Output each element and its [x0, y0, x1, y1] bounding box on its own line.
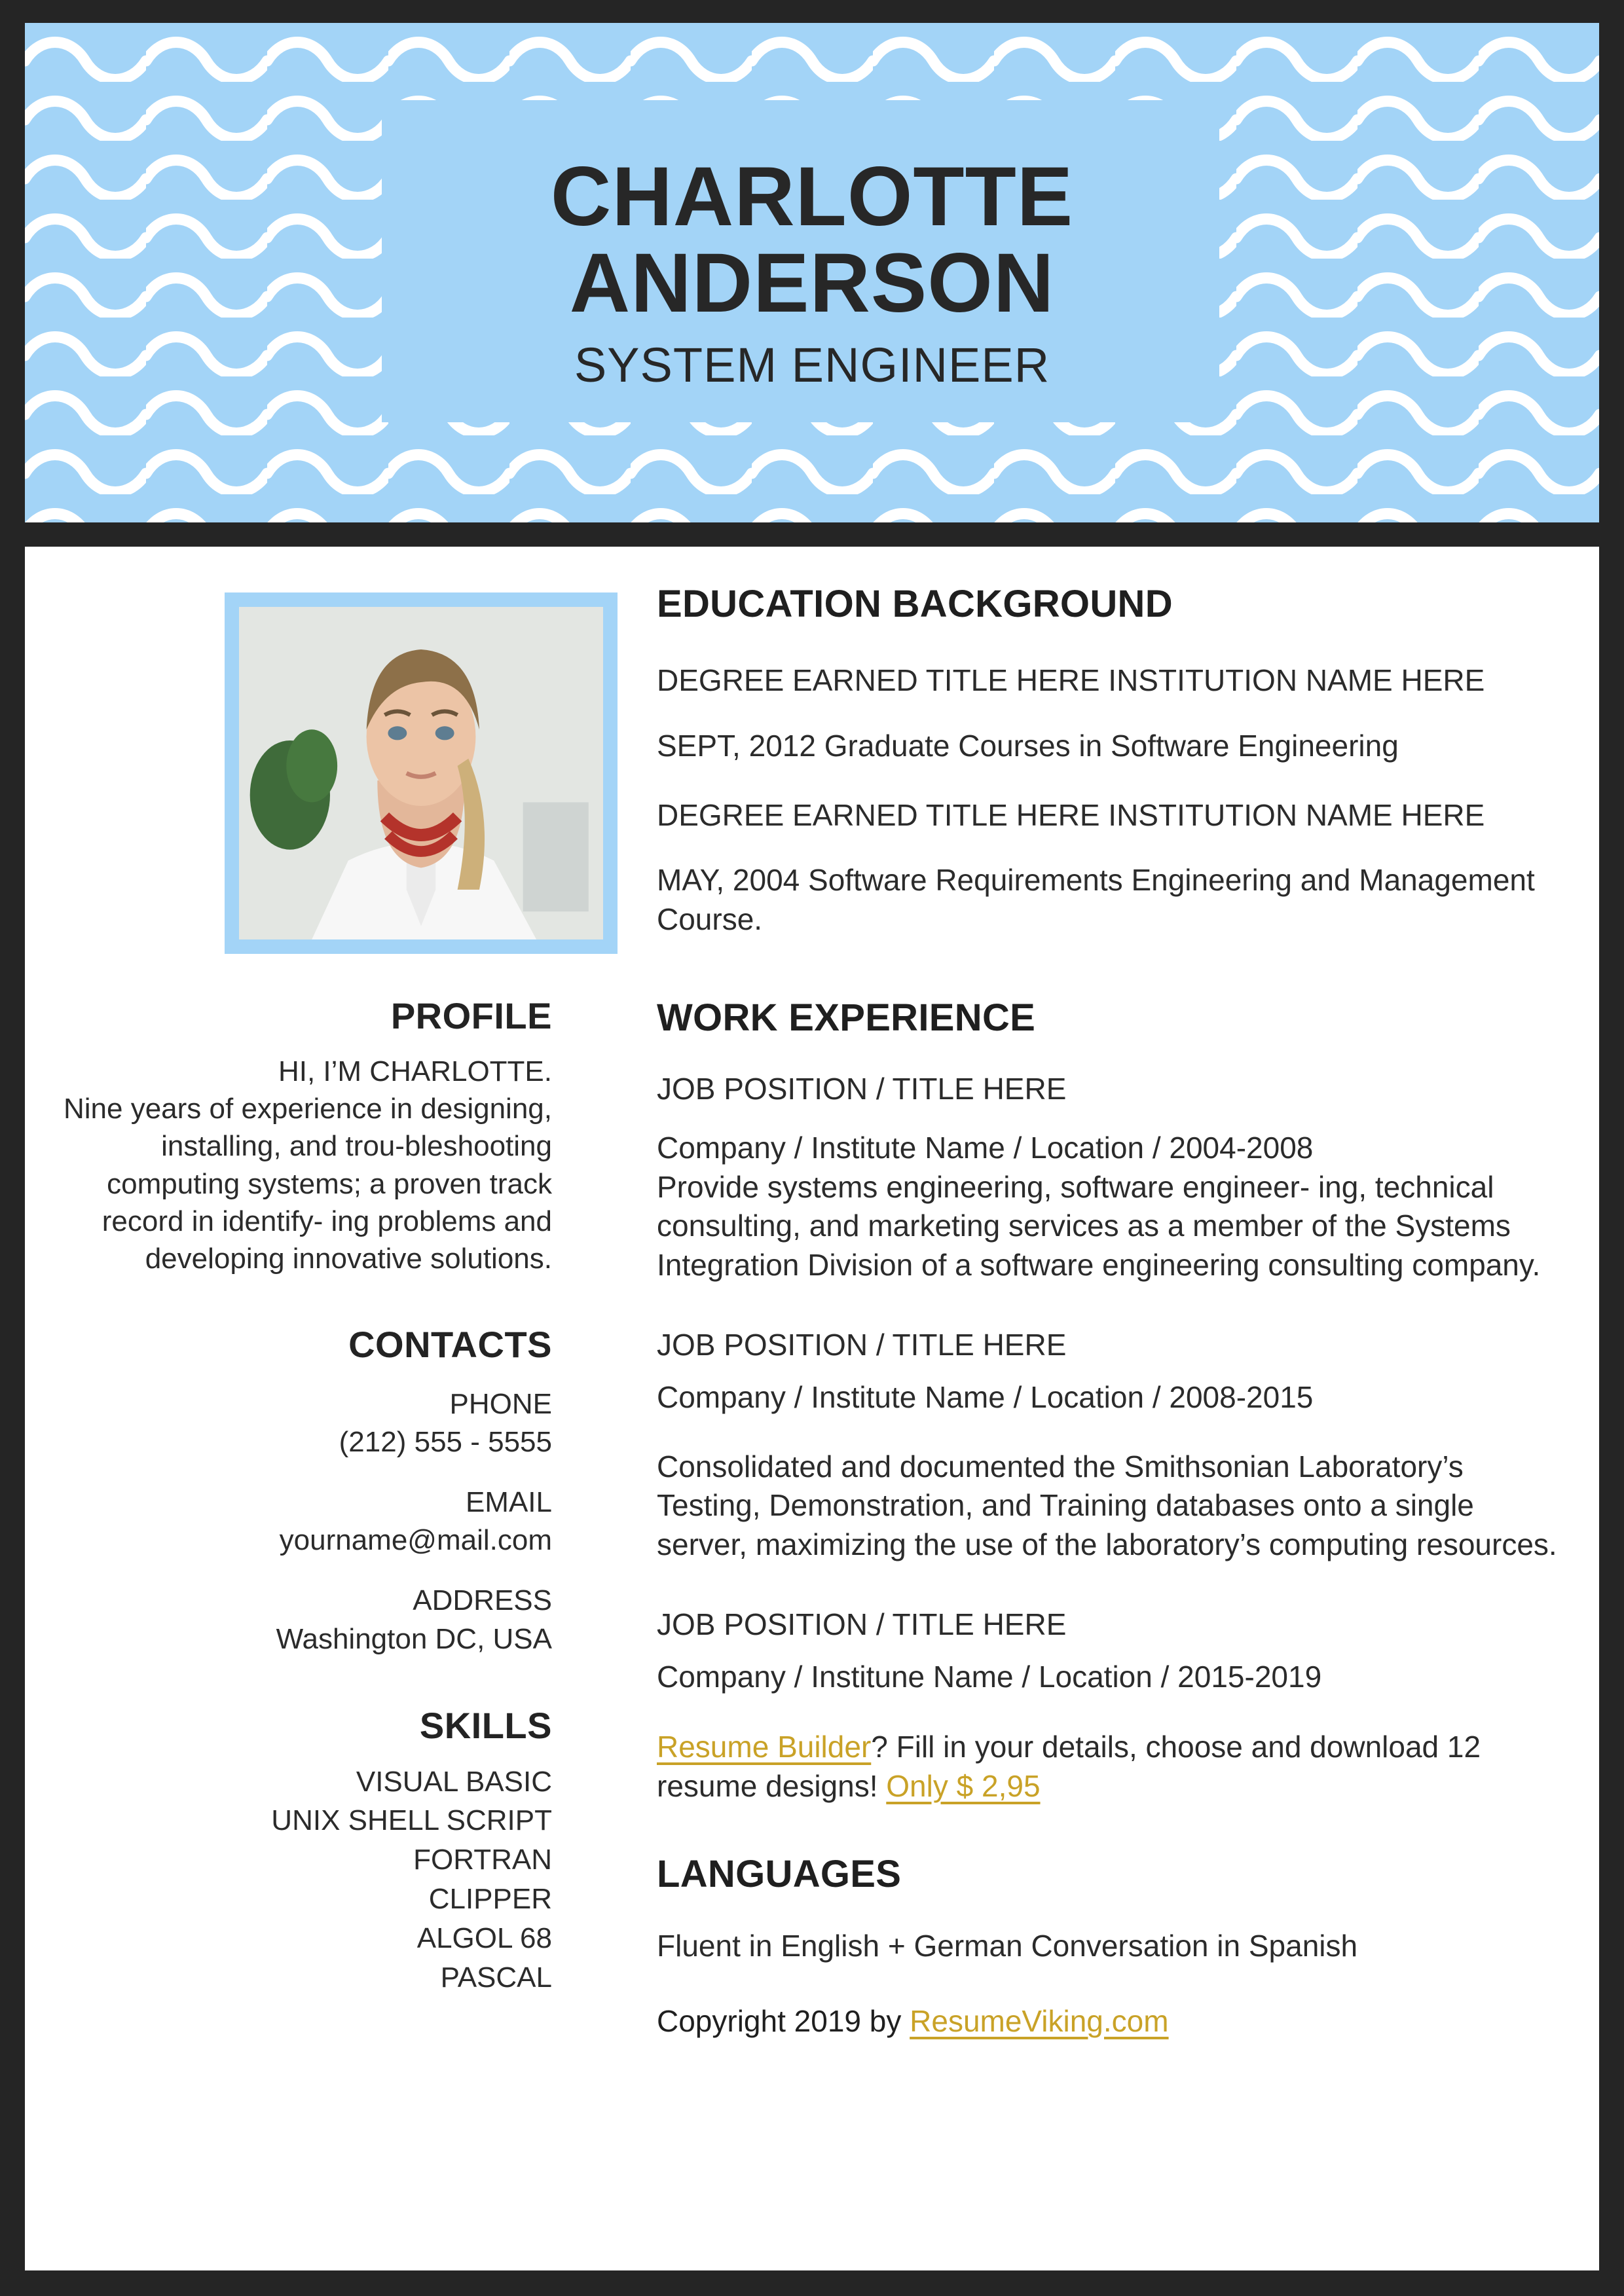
- job-description: Provide systems engineering, software engineer- ing, technical consulting, and marketing services as a member of the Systems Integration Division of a software engineering consulting company.: [657, 1169, 1541, 1283]
- profile-body: Nine years of experience in designing, installing, and trou-bleshooting computing systems; a proven track record in identify- ing problems and developing innovative solutions.: [63, 1093, 552, 1275]
- portrait-illustration: [239, 607, 603, 939]
- skills-heading: SKILLS: [419, 1704, 552, 1746]
- job-position: JOB POSITION / TITLE HERE: [657, 1071, 1067, 1106]
- two-column-layout: [25, 547, 1599, 2270]
- resumeviking-link[interactable]: ResumeViking.com: [910, 2003, 1169, 2038]
- first-name: CHARLOTTE: [550, 150, 1074, 244]
- job-position: JOB POSITION / TITLE HERE: [657, 1607, 1067, 1641]
- job-meta: Company / Institute Name / Location / 2008-2015: [657, 1379, 1314, 1414]
- contact-value-email[interactable]: yourname@mail.com: [279, 1524, 552, 1557]
- education-heading: EDUCATION BACKGROUND: [657, 583, 1173, 625]
- job-meta: Company / Institune Name / Location / 2015-2019: [657, 1659, 1322, 1694]
- profile-greeting: HI, I’M CHARLOTTE.: [278, 1055, 552, 1087]
- contact-value-phone[interactable]: (212) 555 - 5555: [339, 1426, 552, 1459]
- price-link[interactable]: Only $ 2,95: [886, 1769, 1041, 1804]
- job-position: JOB POSITION / TITLE HERE: [657, 1327, 1067, 1362]
- experience-heading: WORK EXPERIENCE: [657, 996, 1036, 1039]
- contact-label-address: ADDRESS: [413, 1584, 552, 1617]
- list-item: CLIPPER: [428, 1883, 552, 1916]
- main-column: [618, 547, 1599, 2270]
- education-entry-detail: SEPT, 2012 Graduate Courses in Software Engineering: [657, 728, 1399, 763]
- list-item: FORTRAN: [413, 1844, 552, 1876]
- header-text-block: [25, 150, 1599, 393]
- languages-text: Fluent in English + German Conversation in Spanish: [657, 1928, 1358, 1963]
- contact-label-phone: PHONE: [449, 1388, 552, 1421]
- list-item: UNIX SHELL SCRIPT: [271, 1804, 552, 1837]
- profile-heading: PROFILE: [390, 995, 552, 1036]
- copyright-prefix: Copyright 2019 by: [657, 2003, 910, 2038]
- sidebar-column: [25, 547, 618, 2270]
- contact-value-address: Washington DC, USA: [276, 1622, 552, 1655]
- languages-heading: LANGUAGES: [657, 1852, 902, 1895]
- job-description: Consolidated and documented the Smithsonian Laboratory’s Testing, Demonstration, and Training databases onto a single server, maximizing the use of the laboratory’s computing resources.: [657, 1449, 1557, 1562]
- list-item: PASCAL: [440, 1961, 552, 1994]
- education-entry-title: DEGREE EARNED TITLE HERE INSTITUTION NAME HERE: [657, 663, 1485, 697]
- contact-label-email: EMAIL: [465, 1486, 552, 1519]
- education-entry-detail: MAY, 2004 Software Requirements Engineering and Management Course.: [657, 863, 1535, 937]
- last-name: ANDERSON: [569, 236, 1055, 330]
- resume-builder-link[interactable]: Resume Builder: [657, 1729, 872, 1764]
- job-meta: Company / Institute Name / Location / 2004-2008: [657, 1130, 1314, 1165]
- avatar: [239, 607, 603, 939]
- header-banner: [25, 23, 1599, 522]
- copyright-line: [657, 2001, 1559, 2041]
- promo-middle-text: ? Fill in your details, choose and download 12 resume designs!: [657, 1729, 1481, 1804]
- list-item: VISUAL BASIC: [356, 1765, 552, 1798]
- contacts-heading: CONTACTS: [348, 1324, 552, 1366]
- photo-frame: [225, 592, 618, 954]
- job-title: SYSTEM ENGINEER: [574, 337, 1050, 392]
- promo-text: [657, 1727, 1559, 1806]
- content-area: [25, 547, 1599, 2270]
- list-item: ALGOL 68: [416, 1922, 552, 1954]
- education-entry-title: DEGREE EARNED TITLE HERE INSTITUTION NAME HERE: [657, 797, 1485, 832]
